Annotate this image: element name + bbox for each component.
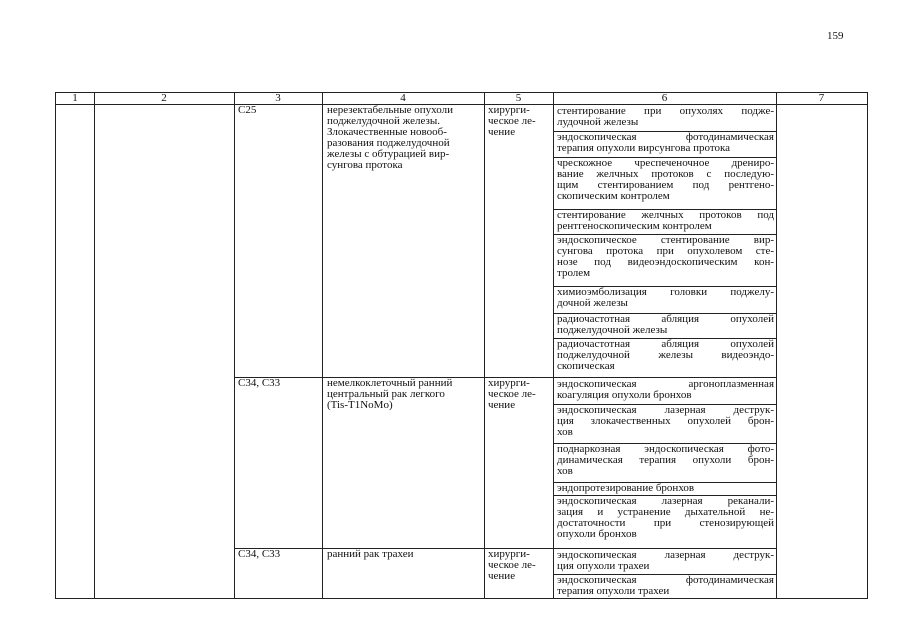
treatment-line: чение (488, 126, 516, 138)
method-line: стентирование при опухолях подже- (557, 105, 774, 117)
method-cell (557, 405, 774, 438)
method-line: химиоэмболизация головки поджелу- (557, 286, 774, 298)
column-divider (553, 93, 554, 598)
diagnosis-line: немелкоклеточный ранний (327, 377, 453, 389)
method-cell (557, 132, 774, 154)
method-line: эндоскопическое стентирование вир- (557, 234, 774, 246)
method-line: поднаркозная эндоскопическая фото- (557, 443, 774, 455)
method-line: хов (557, 465, 573, 477)
diagnosis-word: нерезектабельные опухоли (327, 104, 453, 116)
column-header: 1 (72, 92, 78, 104)
method-cell (557, 158, 774, 202)
method-line: вание желчных протоков с последую- (557, 168, 774, 180)
method-cell (557, 444, 774, 477)
method-line: коагуляция опухоли бронхов (557, 389, 692, 401)
method-cell (557, 235, 774, 279)
column-header: 4 (400, 92, 406, 104)
diagnosis-line: (Tis-T1NoMo) (327, 399, 393, 411)
column-header: 7 (818, 92, 825, 104)
method-line: поджелудочной железы (557, 324, 668, 336)
method-line: скопическим контролем (557, 190, 670, 202)
treatment-line: хирурги- (488, 104, 530, 116)
treatment-line: хирурги- (488, 548, 530, 560)
method-line: щим стентированием под рентгено- (557, 179, 774, 191)
treatment-cell (488, 549, 536, 582)
method-line: скопическая (557, 360, 615, 372)
medical-procedures-table (55, 92, 868, 599)
column-divider (484, 93, 485, 598)
method-line: тролем (557, 267, 591, 279)
method-line: эндоскопическая лазерная деструк- (557, 404, 774, 416)
method-line: эндопротезирование бронхов (557, 482, 695, 494)
treatment-cell (488, 378, 536, 411)
treatment-line: хирурги- (488, 377, 530, 389)
method-cell (557, 287, 774, 309)
method-line: сунгова протока при опухолевом сте- (557, 245, 774, 257)
method-line: радиочастотная абляция опухолей (557, 313, 774, 325)
method-line: терапия опухоли вирсунгова протока (557, 142, 731, 154)
treatment-cell (488, 105, 536, 138)
method-line: стентирование желчных протоков под (557, 209, 774, 221)
treatment-line: чение (488, 570, 516, 582)
method-line: чрескожное чреспеченочное дрениро- (557, 157, 774, 169)
icd-code: C25 (238, 104, 257, 116)
page-number: 159 (827, 30, 844, 42)
diagnosis-cell (327, 378, 479, 411)
diagnosis-line: железы с обтурацией вир- (327, 148, 450, 160)
method-line: опухоли бронхов (557, 528, 637, 540)
diagnosis-cell (327, 105, 479, 171)
treatment-line: ческое ле- (488, 388, 536, 400)
method-line: эндоскопическая фотодинамическая (557, 574, 774, 586)
method-cell (557, 339, 774, 372)
treatment-line: ческое ле- (488, 115, 536, 127)
column-header: 2 (161, 92, 167, 104)
method-cell (557, 106, 774, 128)
method-line: рентгеноскопическим контролем (557, 220, 712, 232)
method-cell (557, 483, 774, 494)
method-line: эндоскопическая аргоноплазменная (557, 378, 774, 390)
method-line: лудочной железы (557, 116, 639, 128)
treatment-line: чение (488, 399, 516, 411)
method-cell (557, 575, 774, 597)
method-cell (557, 550, 774, 572)
column-divider (234, 93, 235, 598)
method-cell (557, 496, 774, 540)
method-line: поджелудочной железы видеоэндо- (557, 349, 774, 361)
column-header: 5 (515, 92, 522, 104)
method-line: нозе под видеоэндоскопическим кон- (557, 256, 774, 268)
diagnosis-line: ранний рак трахеи (327, 548, 414, 560)
method-line: достаточности при стенозирующей (557, 517, 774, 529)
diagnosis-line: центральный рак легкого (327, 388, 445, 400)
diagnosis-cell (327, 549, 479, 560)
column-divider (776, 93, 777, 598)
method-cell (557, 379, 774, 401)
method-line: дочной железы (557, 297, 628, 309)
icd-code: C34, C33 (238, 377, 281, 389)
method-cell (557, 314, 774, 336)
method-line: терапия опухоли трахеи (557, 585, 670, 597)
method-line: эндоскопическая фотодинамическая (557, 131, 774, 143)
diagnosis-line: поджелудочной железы. (327, 115, 440, 127)
method-line: ция опухоли трахеи (557, 560, 650, 572)
method-line: эндоскопическая лазерная реканали- (557, 495, 774, 507)
treatment-line: ческое ле- (488, 559, 536, 571)
method-line: эндоскопическая лазерная деструк- (557, 549, 774, 561)
diagnosis-line: сунгова протока (327, 159, 403, 171)
method-line: хов (557, 426, 573, 438)
column-divider (94, 93, 95, 598)
method-line: зация и устранение дыхательной не- (557, 506, 774, 518)
method-line: ция злокачественных опухолей брон- (557, 415, 774, 427)
diagnosis-line: разования поджелудочной (327, 137, 450, 149)
diagnosis-line: Злокачественные новооб- (327, 126, 447, 138)
icd-code: C34, C33 (238, 548, 281, 560)
method-line: радиочастотная абляция опухолей (557, 338, 774, 350)
method-line: динамическая терапия опухоли брон- (557, 454, 774, 466)
column-header: 6 (661, 92, 668, 104)
column-divider (322, 93, 323, 598)
method-cell (557, 210, 774, 232)
column-header: 3 (275, 92, 281, 104)
